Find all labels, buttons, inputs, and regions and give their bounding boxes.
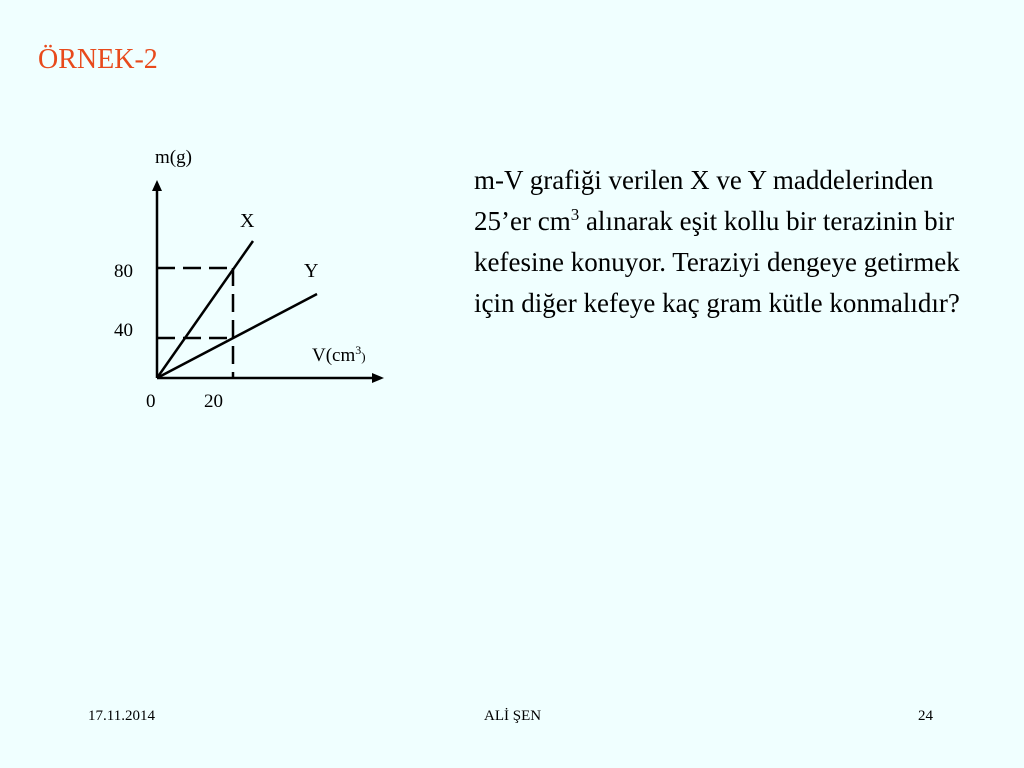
series-x-line (157, 241, 253, 378)
mv-graph (100, 135, 400, 425)
problem-text-sup: 3 (570, 205, 580, 224)
footer-page-number: 24 (918, 708, 933, 724)
x-axis-label-main: V(cm (312, 345, 356, 366)
x-axis-label (312, 343, 366, 366)
y-tick-80: 80 (114, 261, 133, 282)
footer-date: 17.11.2014 (88, 708, 155, 724)
x-axis-arrow (372, 373, 384, 383)
x-axis-label-close: ) (361, 349, 366, 364)
y-tick-40: 40 (114, 320, 133, 341)
series-y-label: Y (304, 260, 319, 282)
series-x-label: X (240, 210, 255, 232)
origin-label: 0 (146, 391, 156, 412)
x-axis-label-sup: 3 (355, 343, 362, 357)
footer-author: ALİ ŞEN (484, 708, 542, 724)
problem-text-part2: alınarak eşit kollu bir terazinin bir kefesine konuyor. Teraziyi dengeye getirmek için diğer kefeye kaç gram kütle konmalıdır? (474, 206, 960, 318)
problem-text (474, 160, 984, 324)
y-axis-arrow (152, 180, 162, 191)
problem-text-part1: m-V grafiği verilen X ve Y maddelerinden 25’er cm (474, 165, 934, 236)
series-y-line (157, 294, 317, 378)
slide-title: ÖRNEK-2 (38, 44, 158, 75)
y-axis-label: m(g) (155, 147, 192, 168)
x-tick-20: 20 (204, 391, 223, 412)
